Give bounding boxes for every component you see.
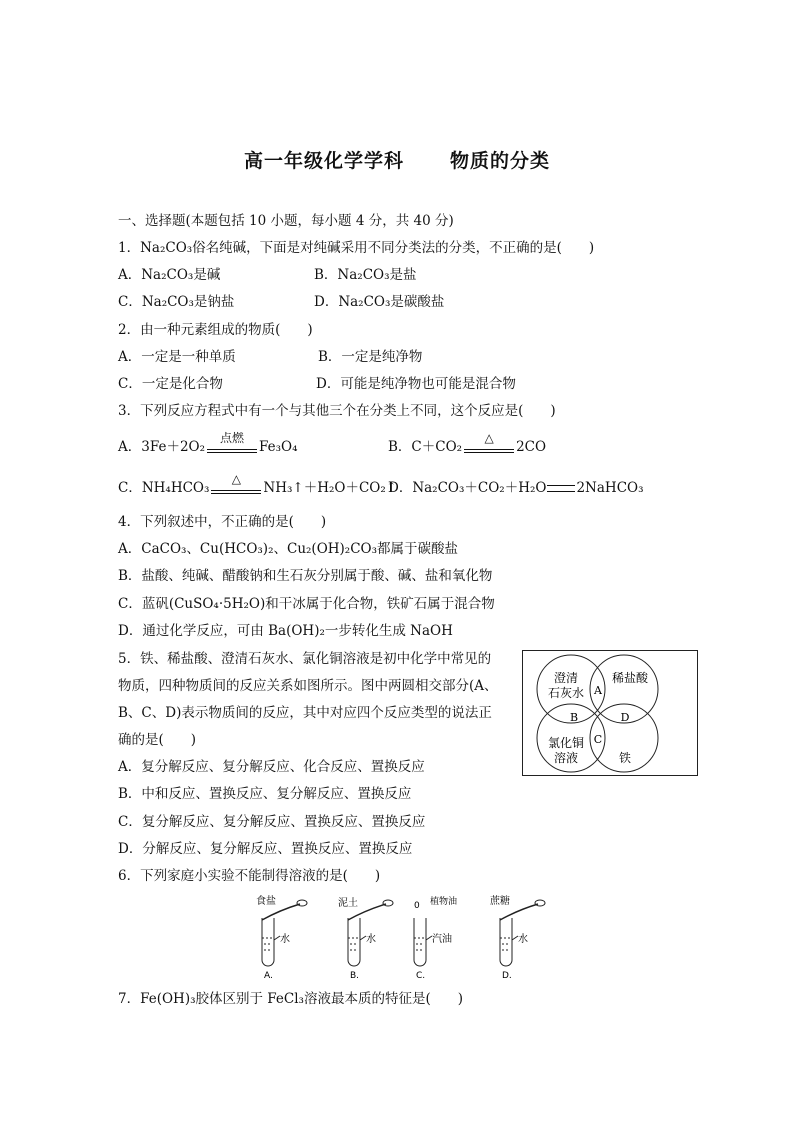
- tube-c-top-label: 植物油: [430, 897, 458, 907]
- test-tube-figure: [250, 892, 550, 984]
- section-heading: 一、选择题(本题包括 10 小题，每小题 4 分，共 40 分): [118, 213, 454, 229]
- venn-label-lime-water-1: 澄清: [553, 671, 579, 685]
- question-5-line-4: 确的是( ): [118, 732, 197, 748]
- tube-c-side-label: 汽油: [432, 934, 452, 945]
- q5-option-c: C．复分解反应、复分解反应、置换反应、置换反应: [118, 814, 426, 830]
- tube-d-side-label: 水: [518, 934, 528, 945]
- tube-c-option-label: C.: [416, 971, 426, 981]
- q5-option-b: B．中和反应、置换反应、复分解反应、置换反应: [118, 786, 412, 802]
- venn-label-copper-chloride-1: 氯化铜: [547, 736, 585, 750]
- q2-option-a: A．一定是一种单质: [118, 349, 236, 365]
- q4-option-b: B．盐酸、纯碱、醋酸钠和生石灰分别属于酸、碱、盐和氧化物: [118, 568, 493, 584]
- tube-b-option-label: B.: [350, 971, 360, 981]
- venn-region-b: B: [569, 711, 579, 724]
- venn-label-copper-chloride-2: 溶液: [553, 751, 579, 765]
- q1-option-a: A．Na₂CO₃是碱: [118, 267, 221, 283]
- tube-d-top-label: 蔗糖: [490, 896, 510, 907]
- tube-c-dropper: 0: [414, 901, 420, 911]
- question-5-line-2: 物质，四种物质间的反应关系如图所示。图中两圆相交部分(A、: [118, 678, 498, 694]
- venn-label-hydrochloric-acid: 稀盐酸: [611, 671, 649, 685]
- q4-option-a: A．CaCO₃、Cu(HCO₃)₂、Cu₂(OH)₂CO₃都属于碳酸盐: [118, 541, 459, 557]
- q3-option-d: D．Na₂CO₃＋CO₂＋H₂O 2NaHCO₃: [388, 480, 644, 496]
- q5-option-a: A．复分解反应、复分解反应、化合反应、置换反应: [118, 759, 425, 775]
- q3-option-b: B．C＋CO₂ △ 2CO: [388, 430, 547, 455]
- question-1-stem: 1．Na₂CO₃俗名纯碱，下面是对纯碱采用不同分类法的分类，不正确的是( ): [118, 240, 595, 256]
- tube-a-option-label: A.: [264, 971, 273, 981]
- venn-region-d: D: [620, 711, 630, 724]
- tube-d-option-label: D.: [502, 971, 512, 981]
- tube-b-side-label: 水: [366, 934, 376, 945]
- q2-option-b: B．一定是纯净物: [318, 349, 423, 365]
- q3-option-c: C．NH₄HCO₃ △ NH₃↑＋H₂O＋CO₂↑: [118, 471, 398, 496]
- q2-option-c: C．一定是化合物: [118, 376, 223, 392]
- tube-a: [256, 894, 307, 981]
- question-5-line-3: B、C、D)表示物质间的反应，其中对应四个反应类型的说法正: [118, 705, 492, 721]
- q5-option-d: D．分解反应、复分解反应、置换反应、置换反应: [118, 841, 413, 857]
- tube-a-side-label: 水: [280, 934, 290, 945]
- q4-option-d: D．通过化学反应，可由 Ba(OH)₂一步转化生成 NaOH: [118, 623, 453, 639]
- question-3-stem: 3．下列反应方程式中有一个与其他三个在分类上不同，这个反应是( ): [118, 403, 556, 419]
- tube-b-top-label: 泥土: [338, 898, 358, 909]
- question-2-stem: 2．由一种元素组成的物质( ): [118, 322, 313, 338]
- q3-option-a: A．3Fe＋2O₂ 点燃 Fe₃O₄: [118, 430, 298, 455]
- tube-c: [414, 895, 457, 981]
- venn-diagram: [522, 650, 698, 776]
- question-7-stem: 7．Fe(OH)₃胶体区别于 FeCl₃溶液最本质的特征是( ): [118, 991, 463, 1007]
- q1-option-c: C．Na₂CO₃是钠盐: [118, 294, 235, 310]
- q1-option-b: B．Na₂CO₃是盐: [314, 267, 417, 283]
- question-5-line-1: 5．铁、稀盐酸、澄清石灰水、氯化铜溶液是初中化学中常见的: [118, 651, 492, 667]
- tube-b: [338, 896, 393, 981]
- tube-a-top-label: 食盐: [256, 896, 276, 907]
- q4-option-c: C．蓝矾(CuSO₄·5H₂O)和干冰属于化合物，铁矿石属于混合物: [118, 596, 495, 612]
- q1-option-d: D．Na₂CO₃是碳酸盐: [314, 294, 445, 310]
- tube-d: [490, 894, 545, 981]
- venn-region-a: A: [594, 684, 602, 697]
- venn-label-lime-water-2: 石灰水: [547, 686, 585, 700]
- venn-label-iron: 铁: [618, 751, 632, 765]
- page-title: 高一年级化学学科 物质的分类: [243, 150, 551, 172]
- question-4-stem: 4．下列叙述中，不正确的是( ): [118, 514, 327, 530]
- q2-option-d: D．可能是纯净物也可能是混合物: [316, 376, 516, 392]
- venn-region-c: C: [593, 733, 603, 746]
- question-6-stem: 6．下列家庭小实验不能制得溶液的是( ): [118, 868, 381, 884]
